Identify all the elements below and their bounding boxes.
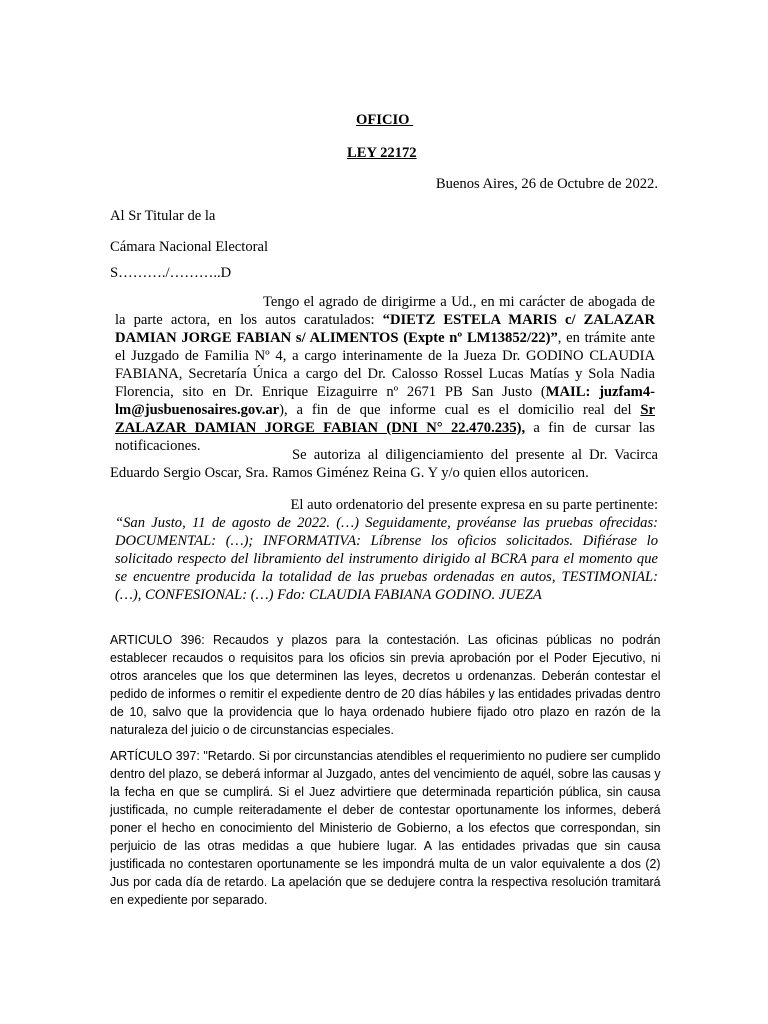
article-397: ARTÍCULO 397: "Retardo. Si por circunstancias atendibles el requerimiento no pudiere ser cumplido dentro del plazo, se deberá informar al Juzgado, antes del vencimiento de aquél, sobre las causas y la fecha en que se cumplirá. Si el Juez advirtiere que determinada repartición pública, sin causa justificada, no cumple reiteradamente el deber de contestar oportunamente los informes, deberá poner el hecho en conocimiento del Ministerio de Gobierno, a los efectos que correspondan, sin perjuicio de las otras medidas a que hubiere lugar. A las entidades privadas que sin causa justificada no contestaren oportunamente se les impondrá multa de un valor equivalente a dos (2) Jus por cada día de retardo. La apelación que se dedujere contra la respectiva resolución tramitará en expediente por separado. <box>110 748 661 907</box>
court-email: MAIL: juzfam4-lm@jusbuenosaires.gov.ar <box>115 384 655 418</box>
request-text-2: , en trámite ante el Juzgado de Familia Nº 4, a cargo interinamente de la Jueza Dr. GODINO CLAUDIA FABIANA, Secretaría Única a cargo del Dr. Calosso Rossel Lucas Matías y Sola Nadia Florencia, sito en Dr. Enrique Eizaguirre nº 2671 PB San Justo ( <box>115 330 655 400</box>
defendant-name: Sr ZALAZAR DAMIAN JORGE FABIAN (DNI N° 22.470.235), <box>115 402 655 436</box>
recipient-line-1: Al Sr Titular de la <box>110 208 216 224</box>
case-title: “DIETZ ESTELA MARIS c/ ZALAZAR DAMIAN JORGE FABIAN s/ ALIMENTOS (Expte nº LM13852/22)” <box>115 312 655 346</box>
request-text-3: ), a fin de que informe cual es el domicilio real del <box>279 402 641 418</box>
request-paragraph <box>115 293 655 455</box>
date-line: Buenos Aires, 26 de Octubre de 2022. <box>435 176 658 192</box>
request-text-4: a fin de cursar las notificaciones. <box>115 420 655 454</box>
law-reference: LEY 22172 <box>347 145 417 161</box>
article-396: ARTICULO 396: Recaudos y plazos para la contestación. Las oficinas públicas no podrán establecer recaudos o requisitos para los oficios sin previa aprobación por el Poder Ejecutivo, ni otros aranceles que los que determinen las leyes, decretos u ordenanzas. Deberán contestar el pedido de informes o remitir el expediente dentro de 20 días hábiles y las entidades privadas dentro de 10, salvo que la providencia que lo haya ordenado hubiere fijado otro plazo en razón de la naturaleza del juicio o de circunstancias especiales. <box>110 632 661 737</box>
order-intro: El auto ordenatorio del presente expresa en su parte pertinente: <box>290 497 658 513</box>
document-title: OFICIO <box>356 112 414 128</box>
recipient-line-2: Cámara Nacional Electoral <box>110 239 269 255</box>
request-text-1: Tengo el agrado de dirigirme a Ud., en mi carácter de abogada de la parte actora, en los autos caratulados: <box>115 294 655 328</box>
authorization-paragraph: Se autoriza al diligenciamiento del presente al Dr. Vacirca Eduardo Sergio Oscar, Sra. Ramos Giménez Reina G. Y y/o quien ellos autoricen. <box>110 447 658 481</box>
recipient-line-3: S………./………..D <box>110 265 232 281</box>
court-order-quote: “San Justo, 11 de agosto de 2022. (…) Seguidamente, provéanse las pruebas ofrecidas: DOCUMENTAL: (…); INFORMATIVA: Líbrense los oficios solicitados. Difiérase lo solicitado respecto del libramiento del instrumento dirigido al BCRA para el momento que se encuentre producida la totalidad de las pruebas ordenadas en autos, TESTIMONIAL: (…), CONFESIONAL: (…) Fdo: CLAUDIA FABIANA GODINO. JUEZA <box>115 515 658 603</box>
